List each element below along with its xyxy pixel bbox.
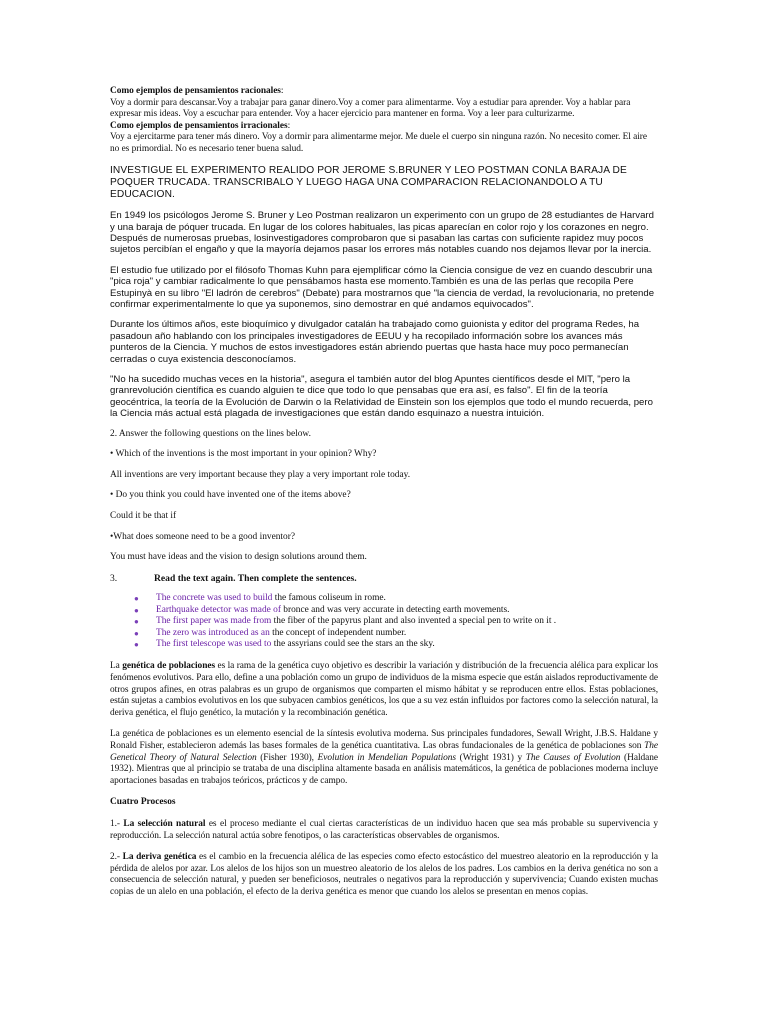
proceso-2-term: La deriva genética: [122, 852, 197, 863]
rational-text: Voy a dormir para descansar.Voy a trabajar para ganar dinero.Voy a comer para alimentarme. Voy a estudiar para aprender. Voy a hablar para expresar mis ideas. Voy a escuchar para entender. Voy a hacer ejercicio para mantener en forma. Voy a leer para culturizarme.: [110, 97, 631, 120]
sentence-list: [110, 593, 658, 650]
paragraph-redes: Durante los últimos años, este bioquímico y divulgador catalán ha trabajado como guionista y editor del programa Redes, ha pasadoun año hablando con los principales investigadores de EEUU y ha recopilado información sobre los avances más punteros de la Ciencia. Y muchos de estos investigadores están abriendo puertas que hasta hace muy poco permanecían cerradas o cuya existencia desconocíamos.: [110, 319, 640, 365]
genetica-pre: La: [110, 661, 123, 672]
bullet-lead: The first telescope was used to: [156, 639, 272, 650]
genetica-paragraph-2: [110, 729, 658, 787]
qa-question-3: •What does someone need to be a good inventor?: [110, 531, 295, 542]
list-item: [110, 593, 658, 604]
qa-answer-1: All inventions are very important because they play a very important role today.: [110, 469, 411, 480]
genetica-term: genética de poblaciones: [122, 661, 216, 672]
qa-answer-2: Could it be that if: [110, 511, 177, 522]
bullet-lead: The zero was introduced as an: [156, 627, 270, 638]
bullet-icon: ●: [134, 617, 139, 627]
genetica2-text-1: La genética de poblaciones es un elemento esencial de la síntesis evolutiva moderna. Sus principales fundadores, Sewall Wright, J.B.S. Haldane y Ronald Fisher, establecieron además las bases formales de la genética cuantitativa. Las obras fundacionales de la genética de poblaciones son: [110, 729, 658, 752]
bullet-icon: ●: [134, 605, 139, 615]
proceso-1-text: es el proceso mediante el cual ciertas características de un individuo hacen que sea más probable su supervivencia y reproducción. La selección natural actúa sobre fenotipos, o las características observables de organismos.: [110, 818, 658, 841]
bullet-rest: the fiber of the papyrus plant and also invented a special pen to write on it .: [271, 616, 557, 627]
genetica2-text-3: (Wright 1931) y: [456, 752, 526, 763]
bullet-rest: the concept of independent number.: [269, 627, 407, 638]
list-item: [110, 628, 658, 639]
section-3-heading: [110, 573, 658, 585]
list-item: [110, 616, 658, 627]
bullet-rest: the famous coliseum in rome.: [272, 593, 386, 604]
section-3-number: 3.: [110, 572, 118, 584]
irrational-text: Voy a ejercitarme para tener más dinero. Voy a dormir para alimentarme mejor. Me duele el cuerpo sin ninguna razón. No necesito comer. El aire no es primordial. No es necesario tener buena salud.: [110, 132, 647, 154]
proceso-1-number: 1.-: [110, 818, 124, 829]
qa-instruction: 2. Answer the following questions on the lines below.: [110, 428, 311, 439]
qa-answer-3: You must have ideas and the vision to design solutions around them.: [110, 552, 367, 563]
bullet-rest: the assyrians could see the stars an the sky.: [271, 639, 435, 650]
bullet-icon: ●: [134, 594, 139, 604]
bullet-lead: The first paper was made from: [156, 616, 272, 627]
bullet-icon: ●: [134, 640, 139, 650]
genetica2-text-4: (Haldane 1932). Mientras que al principio se trataba de una disciplina altamente basada en análisis matemáticos, la genética de poblaciones moderna incluye aportaciones basadas en trabajos teóricos, prácticos y de campo.: [110, 752, 659, 786]
proceso-2: [110, 852, 658, 898]
qa-question-1: • Which of the inventions is the most important in your opinion? Why?: [110, 449, 377, 460]
proceso-1-term: La selección natural: [123, 818, 206, 829]
rational-section: [110, 86, 658, 121]
irrational-heading-colon: :: [287, 120, 291, 131]
cuatro-procesos-heading: Cuatro Procesos: [110, 797, 176, 808]
list-item: [110, 639, 658, 650]
rational-heading-colon: :: [280, 86, 284, 96]
section-3-title: Read the text again. Then complete the sentences.: [154, 572, 357, 584]
bullet-rest: bronce and was very accurate in detecting earth movements.: [280, 604, 510, 615]
genetica-paragraph-1: [110, 661, 658, 719]
bullet-icon: ●: [134, 628, 139, 638]
proceso-1: [110, 819, 658, 842]
qa-question-2: • Do you think you could have invented one of the items above?: [110, 490, 351, 501]
rational-heading: Como ejemplos de pensamientos racionales: [110, 86, 281, 96]
book-title-haldane: The Causes of Evolution: [525, 752, 621, 763]
bullet-lead: Earthquake detector was made of: [156, 604, 281, 615]
genetica-body: es la rama de la genética cuyo objetivo es describir la variación y distribución de la frecuencia alélica para explicar los fenómenos evolutivos. Para ello, define a una población como un grupo de individuos de la misma especie que están aislados reproductivamente de otros grupos afines, en otras palabras es un grupo de organismos que comparten el mismo hábitat y se reproducen entre ellos. Estas poblaciones, están sujetas a cambios evolutivos en los que subyacen cambios genéticos, los que a su vez están influidos por factores como la selección natural, la deriva genética, el flujo genético, la mutación y la recombinación genética.: [110, 661, 658, 718]
list-item: [110, 605, 658, 616]
paragraph-bruner: En 1949 los psicólogos Jerome S. Bruner y Leo Postman realizaron un experimento con un grupo de 28 estudiantes de Harvard y una baraja de póquer trucada. En lugar de los colores habituales, las picas aparecían en color rojo y los corazones en negro. Después de numerosas pruebas, losinvestigadores comprobaron que si pasaban las cartas con suficiente rapidez muy pocos sujetos percibían el engaño y que la mayoría dejamos pasar los errores más notables cuando nos dejamos llevar por la inercia.: [110, 210, 654, 256]
book-title-fisher: The Genetical Theory of Natural Selection: [110, 741, 658, 763]
irrational-section: [110, 121, 658, 156]
book-title-wright: Evolution in Mendelian Populations: [317, 752, 457, 763]
paragraph-revolucion: "No ha sucedido muchas veces en la historia", asegura el también autor del blog Apuntes científicos desde el MIT, "pero la granrevolución científica es cuando alguien te dice que todo lo que pensabas que era así, es falso". El fin de la teoría geocéntrica, la teoría de la Evolución de Darwin o la Relatividad de Einstein son los ejemplos que todo el mundo recuerda, pero la Ciencia más actual está plagada de investigaciones que están dando esquinazo a nuestra intuición.: [110, 374, 653, 420]
irrational-heading: Como ejemplos de pensamientos irracionales: [110, 120, 288, 131]
proceso-2-text: es el cambio en la frecuencia alélica de las especies como efecto estocástico del muestreo aleatorio en la reproducción y la pérdida de alelos por azar. Los alelos de los hijos son un muestreo aleatorio de los alelos de los padres. Los cambios en la deriva genética no son a consecuencia de selección natural, y pueden ser beneficiosos, neutrales o negativos para la reproducción y supervivencia; Cuando existen muchas copias de un alelo en una población, el efecto de la deriva genética es menor que cuando los alelos se presentan en menos copias.: [110, 852, 658, 897]
document-page: [110, 86, 658, 899]
proceso-2-number: 2.-: [110, 852, 123, 863]
paragraph-kuhn: El estudio fue utilizado por el filósofo Thomas Kuhn para ejemplificar cómo la Ciencia consigue de vez en cuando descubrir una "pica roja" y cambiar radicalmente lo que pensábamos hasta ese momento.También es una de las perlas que recopila Pere Estupinyà en su libro "El ladrón de cerebros" (Debate) para mostrarnos que "la ciencia de verdad, la revolucionaria, no pretende confirmar experimentalmente lo que ya suponemos, sino demostrar en qué andamos equivocados".: [110, 264, 655, 311]
genetica2-text-2: (Fisher 1930),: [256, 752, 318, 763]
investigate-heading: INVESTIGUE EL EXPERIMENTO REALIDO POR JEROME S.BRUNER Y LEO POSTMAN CONLA BARAJA DE POQUER TRUCADA. TRANSCRIBALO Y LUEGO HAGA UNA COMPARACION RELACIONANDOLO A TU EDUCACION.: [110, 164, 627, 200]
bullet-lead: The concrete was used to build: [156, 593, 273, 604]
